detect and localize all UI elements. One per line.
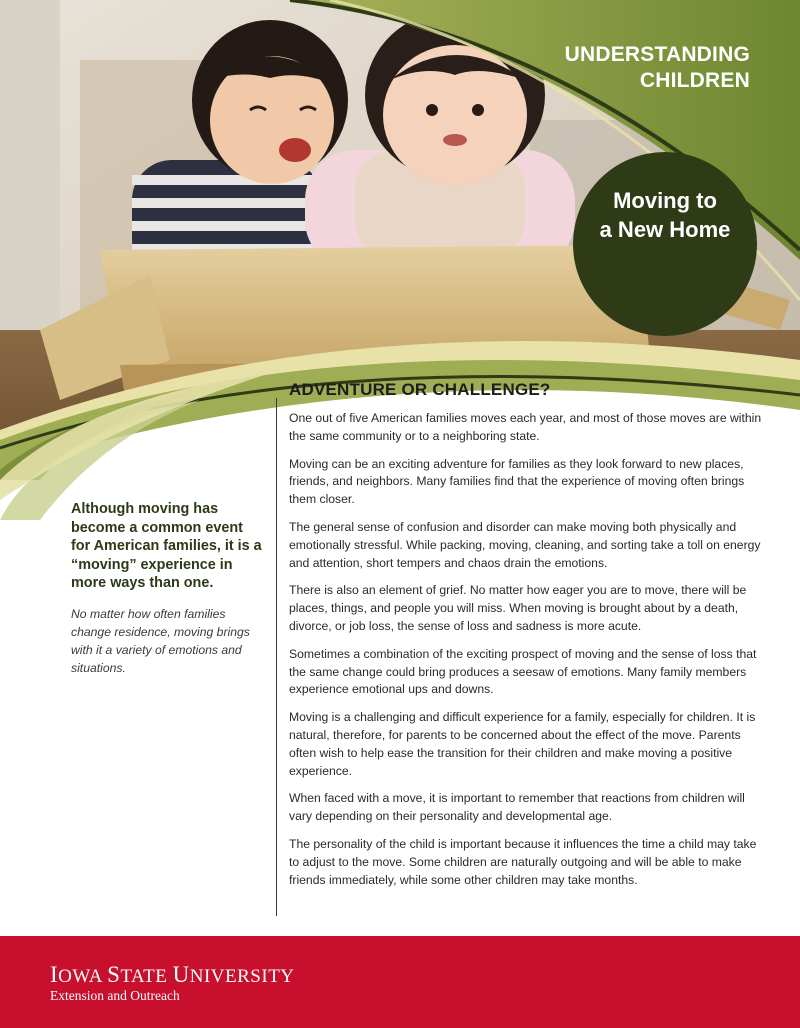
series-title-line2: CHILDREN (639, 69, 750, 92)
logo-letters: TATE (120, 966, 173, 987)
section-heading: ADVENTURE OR CHALLENGE? (289, 380, 551, 399)
paragraph: The general sense of confusion and disorder can make moving both physically and emotionally stressful. While packing, moving, cleaning, and sorting take a toll on energy and attention, short tempers and chaos drain the emotions. (289, 519, 761, 570)
logo-letter: I (50, 962, 59, 987)
isu-logo-subtitle: Extension and Outreach (50, 988, 180, 1003)
publication-title (573, 186, 757, 244)
column-divider (276, 398, 277, 916)
publication-title-line2: a New Home (599, 217, 731, 242)
series-title-line1: UNDERSTANDING (564, 43, 750, 66)
title-circle (573, 152, 757, 336)
logo-letters: OWA (58, 966, 108, 987)
pull-quote: Although moving has become a common event for American families, it is a “moving” experience in more ways than one. (71, 501, 262, 591)
sidebar-note: No matter how often families change residence, moving brings with it a variety of emotions and situations. (71, 607, 250, 675)
publication-title-line1: Moving to (613, 188, 717, 213)
paragraph: Moving is a challenging and difficult experience for a family, especially for children. It is natural, therefore, for parents to be concerned about the effect of the move. Parents often wish to help ease the transition for their children and make moving a positive experience. (289, 710, 756, 778)
paragraph: The personality of the child is important because it influences the time a child may take to adjust to the move. Some children are naturally outgoing and will be able to make friends immediately, while some other children may take months. (289, 836, 757, 887)
paragraph: Moving can be an exciting adventure for families as they look forward to new places, friends, and neighbors. Many families find that the experience of moving often brings them closer. (289, 456, 745, 507)
logo-letters: NIVERSITY (189, 966, 295, 987)
paragraph: Sometimes a combination of the exciting prospect of moving and the sense of loss that the same change could bring produces a seesaw of emotions. Many family members experience emotional ups and downs. (289, 646, 757, 697)
paragraph: When faced with a move, it is important to remember that reactions from children will vary depending on their personality and developmental age. (289, 791, 745, 824)
logo-letter: U (172, 962, 190, 987)
article-body (289, 410, 764, 899)
paragraph: One out of five American families moves each year, and most of those moves are within the same community or to a neighboring state. (289, 411, 762, 443)
isu-logo-wordmark (50, 962, 295, 988)
left-swoosh-decoration (0, 360, 290, 520)
series-title (565, 42, 750, 94)
logo-letter: S (107, 962, 121, 987)
paragraph: There is also an element of grief. No matter how eager you are to move, there will be places, things, and people you will miss. When moving is brought about by a death, divorce, or job loss, the sense of loss and sadness is more acute. (289, 583, 747, 633)
